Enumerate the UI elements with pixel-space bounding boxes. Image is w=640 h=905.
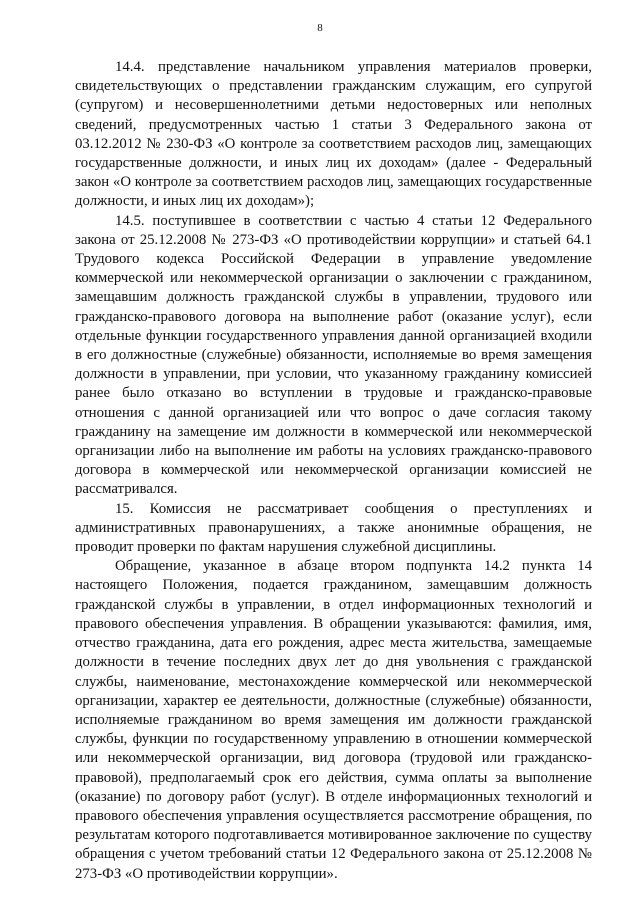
paragraph-15: 15. Комиссия не рассматривает сообщения о преступлениях и административных правонарушениях, а также анонимные обращения, не проводит проверки по фактам нарушения служебной дисциплины. [75, 500, 592, 556]
page-number: 8 [317, 22, 323, 34]
paragraph-14-4: 14.4. представление начальником управления материалов проверки, свидетельствующих о представлении гражданским служащим, его супругой (супругом) и несовершеннолетними детьми недостоверных или неполных сведений, предусмотренных частью 1 статьи 3 Федерального закона от 03.12.2012 № 230-ФЗ «О контроле за соответствием расходов лиц, замещающих государственные должности, и иных лиц их доходам» (далее - Федеральный закон «О контроле за соответствием расходов лиц, замещающих государственные должности, и иных лиц их доходам»); [75, 59, 592, 210]
paragraph-14-5: 14.5. поступившее в соответствии с частью 4 статьи 12 Федерального закона от 25.12.2008 № 273-ФЗ «О противодействии коррупции» и статьей 64.1 Трудового кодекса Российской Федерации в управление уведомление коммерческой или некоммерческой организации о заключении с гражданином, замещавшим должность гражданской службы в управлении, трудового или гражданско-правового договора на выполнение работ (оказание услуг), если отдельные функции государственного управления данной организацией входили в его должностные (служебные) обязанности, исполняемые во время замещения должности в управлении, при условии, что указанному гражданину комиссией ранее было отказано во вступлении в трудовые и гражданско-правовые отношения с данной организацией или что вопрос о даче согласия такому гражданину на замещение им должности в коммерческой или некоммерческой организации либо на выполнение им работы на условиях гражданско-правового договора в коммерческой или некоммерческой организации комиссией не рассматривался. [75, 212, 592, 498]
document-body [75, 58, 592, 884]
paragraph-appeal: Обращение, указанное в абзаце втором подпункта 14.2 пункта 14 настоящего Положения, подается гражданином, замещавшим должность гражданской службы в управлении, в отдел информационных технологий и правового обеспечения управления. В обращении указываются: фамилия, имя, отчество гражданина, дата его рождения, адрес места жительства, замещаемые должности в течение последних двух лет до дня увольнения с гражданской службы, наименование, местонахождение коммерческой или некоммерческой организации, характер ее деятельности, должностные (служебные) обязанности, исполняемые гражданином во время замещения им должности гражданской службы, функции по государственному управлению в отношении коммерческой или некоммерческой организации, вид договора (трудовой или гражданско-правовой), предполагаемый срок его действия, сумма оплаты за выполнение (оказание) по договору работ (услуг). В отделе информационных технологий и правового обеспечения управления осуществляется рассмотрение обращения, по результатам которого подготавливается мотивированное заключение по существу обращения с учетом требований статьи 12 Федерального закона от 25.12.2008 № 273-ФЗ «О противодействии коррупции». [75, 558, 592, 882]
